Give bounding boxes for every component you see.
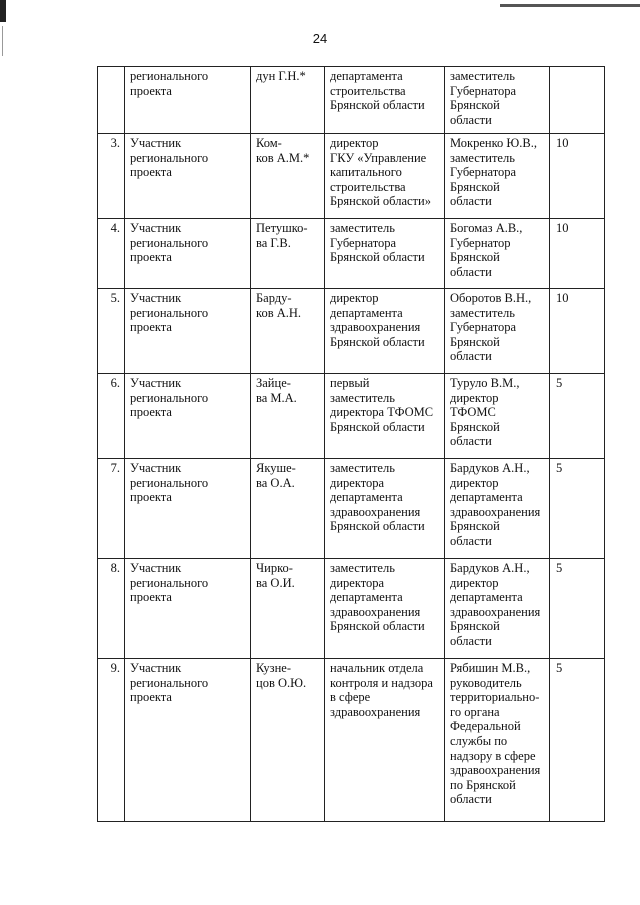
row-role: Участник регионального проекта [125, 219, 251, 289]
row-number: 4. [98, 219, 125, 289]
row-supervisor: заместитель Губернатора Брянской области [445, 67, 550, 134]
row-supervisor: Оборотов В.Н., заместитель Губернатора Брянской области [445, 289, 550, 374]
row-supervisor: Мокренко Ю.В., заместитель Губернатора Брянской области [445, 134, 550, 219]
row-name: Чирко- ва О.И. [251, 559, 325, 659]
table-row [98, 659, 605, 822]
row-role: Участник регионального проекта [125, 459, 251, 559]
row-supervisor: Туруло В.М., директор ТФОМС Брянской области [445, 374, 550, 459]
row-supervisor: Рябишин М.В., руководитель территориально- го органа Федеральной службы по надзору в сфере здравоохранения по Брянской области [445, 659, 550, 822]
row-number: 5. [98, 289, 125, 374]
table-row [98, 289, 605, 374]
row-number: 8. [98, 559, 125, 659]
row-position: первый заместитель директора ТФОМС Брянской области [325, 374, 445, 459]
row-percent [550, 67, 605, 134]
row-number: 3. [98, 134, 125, 219]
participants-table [97, 66, 605, 822]
row-position: директор департамента здравоохранения Брянской области [325, 289, 445, 374]
table-row [98, 219, 605, 289]
row-percent: 10 [550, 219, 605, 289]
table-row [98, 559, 605, 659]
row-percent: 5 [550, 374, 605, 459]
row-name: дун Г.Н.* [251, 67, 325, 134]
row-percent: 5 [550, 459, 605, 559]
row-number [98, 67, 125, 134]
row-role: регионального проекта [125, 67, 251, 134]
table-row [98, 459, 605, 559]
row-number: 9. [98, 659, 125, 822]
row-role: Участник регионального проекта [125, 659, 251, 822]
row-name: Барду- ков А.Н. [251, 289, 325, 374]
row-position: заместитель Губернатора Брянской области [325, 219, 445, 289]
row-role: Участник регионального проекта [125, 289, 251, 374]
row-supervisor: Бардуков А.Н., директор департамента здравоохранения Брянской области [445, 559, 550, 659]
table-row [98, 374, 605, 459]
row-role: Участник регионального проекта [125, 559, 251, 659]
scan-top-rule [500, 4, 640, 7]
row-position: заместитель директора департамента здравоохранения Брянской области [325, 559, 445, 659]
row-supervisor: Бардуков А.Н., директор департамента здравоохранения Брянской области [445, 459, 550, 559]
row-percent: 5 [550, 559, 605, 659]
page-number: 24 [312, 31, 328, 46]
row-number: 7. [98, 459, 125, 559]
row-percent: 10 [550, 289, 605, 374]
row-role: Участник регионального проекта [125, 134, 251, 219]
row-position: заместитель директора департамента здравоохранения Брянской области [325, 459, 445, 559]
row-number: 6. [98, 374, 125, 459]
table-row [98, 67, 605, 134]
row-percent: 10 [550, 134, 605, 219]
row-name: Якуше- ва О.А. [251, 459, 325, 559]
row-name: Кузне- цов О.Ю. [251, 659, 325, 822]
row-name: Зайце- ва М.А. [251, 374, 325, 459]
scan-edge-mark [0, 0, 6, 22]
row-percent: 5 [550, 659, 605, 822]
table-row [98, 134, 605, 219]
row-position: директор ГКУ «Управление капитального строительства Брянской области» [325, 134, 445, 219]
row-position: начальник отдела контроля и надзора в сфере здравоохранения [325, 659, 445, 822]
row-role: Участник регионального проекта [125, 374, 251, 459]
row-name: Ком- ков А.М.* [251, 134, 325, 219]
row-name: Петушко- ва Г.В. [251, 219, 325, 289]
row-position: департамента строительства Брянской области [325, 67, 445, 134]
row-supervisor: Богомаз А.В., Губернатор Брянской области [445, 219, 550, 289]
